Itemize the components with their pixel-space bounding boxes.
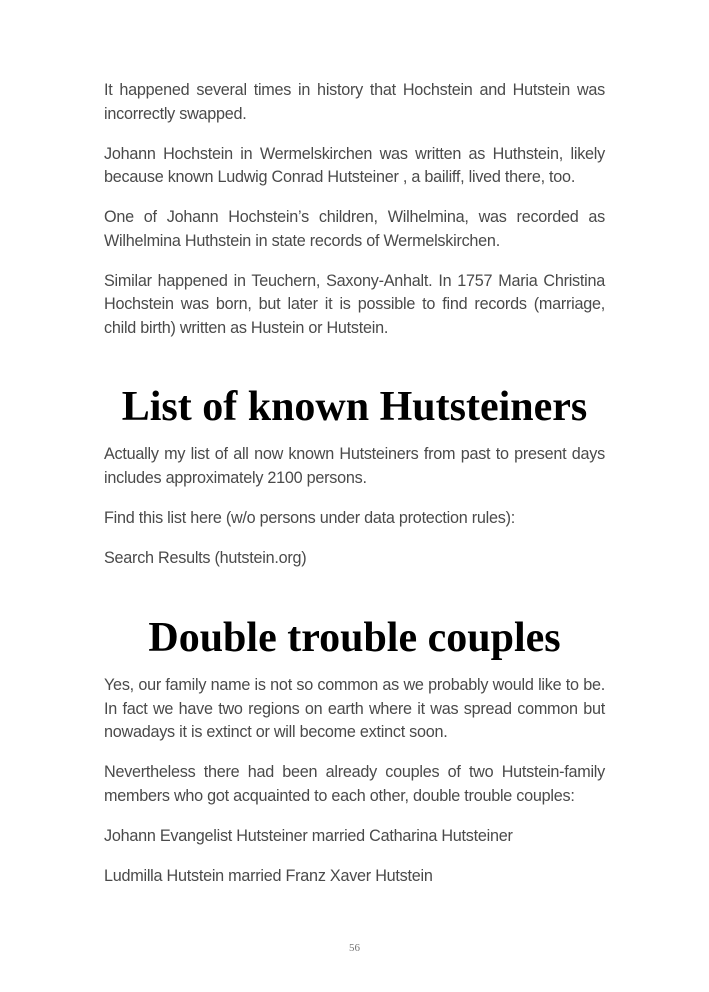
heading-list-of-known-hutsteiners: List of known Hutsteiners — [121, 384, 588, 430]
paragraph-find-list: Find this list here (w/o persons under data protection rules): — [104, 508, 515, 527]
search-results-link[interactable]: Search Results (hutstein.org) — [104, 548, 307, 567]
page-number: 56 — [349, 942, 360, 954]
paragraph-wermelskirchen: Johann Hochstein in Wermelskirchen was written as Huthstein, likely because known Ludwig Conrad Hutsteiner , a bailiff, lived there, too. — [104, 144, 605, 186]
paragraph-family-name-rarity: Yes, our family name is not so common as we probably would like to be. In fact we have two regions on earth where it was spread common but nowadays it is extinct or will become extinct soon. — [104, 676, 605, 741]
page-content — [104, 79, 605, 905]
paragraph-couples-intro: Nevertheless there had been already couples of two Hutstein-family members who got acquainted to each other, double trouble couples: — [104, 763, 605, 805]
couple-item: Ludmilla Hutstein married Franz Xaver Hutstein — [104, 866, 433, 885]
paragraph-teuchern: Similar happened in Teuchern, Saxony-Anhalt. In 1757 Maria Christina Hochstein was born, but later it is possible to find records (marriage, child birth) written as Hustein or Hutstein. — [104, 271, 605, 337]
heading-double-trouble-couples: Double trouble couples — [148, 615, 561, 661]
couple-item: Johann Evangelist Hutsteiner married Catharina Hutsteiner — [104, 826, 513, 845]
paragraph-swapped-names: It happened several times in history that Hochstein and Hutstein was incorrectly swapped. — [104, 81, 605, 123]
paragraph-list-size: Actually my list of all now known Hutsteiners from past to present days includes approximately 2100 persons. — [104, 445, 605, 487]
paragraph-wilhelmina: One of Johann Hochstein’s children, Wilhelmina, was recorded as Wilhelmina Huthstein in state records of Wermelskirchen. — [104, 208, 605, 250]
